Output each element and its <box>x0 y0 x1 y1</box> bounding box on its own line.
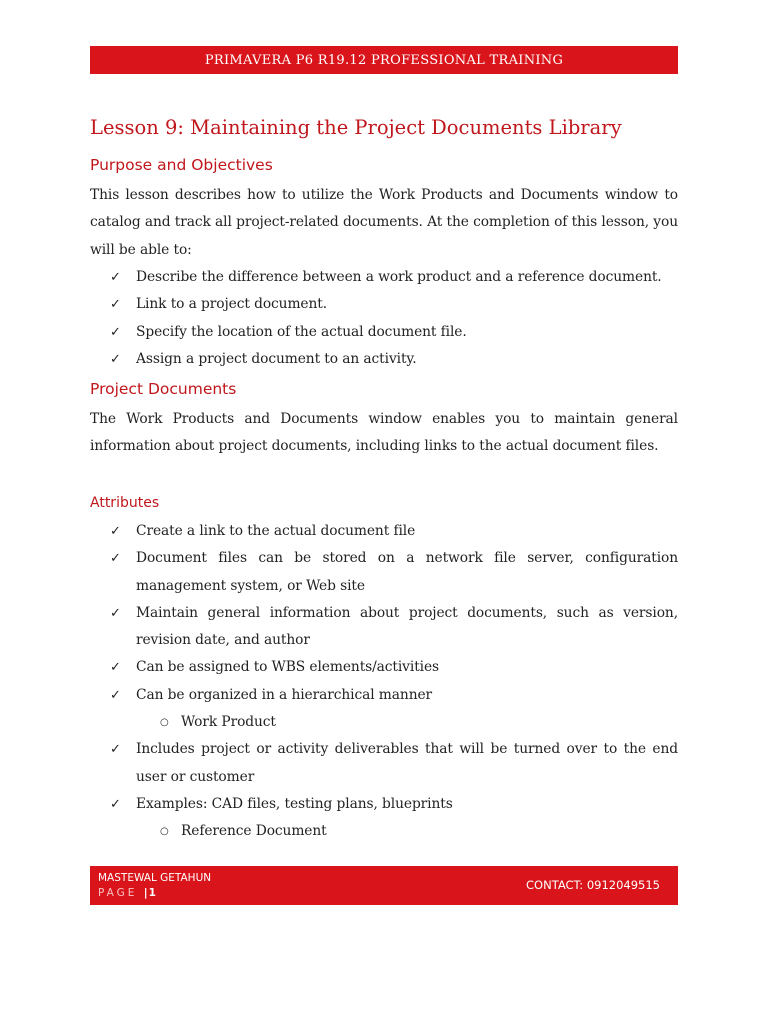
check-mark-icon: ✓ <box>110 742 121 758</box>
list-item: ✓ Describe the difference between a work product and a reference document. <box>90 264 678 291</box>
footer-contact: CONTACT: 0912049515 <box>526 878 660 892</box>
check-mark-icon: ✓ <box>110 524 121 539</box>
page-number: 1 <box>148 887 157 899</box>
check-mark-icon: ✓ <box>110 605 121 621</box>
circle-bullet-icon: ○ <box>160 717 169 729</box>
page-separator: | <box>143 887 149 899</box>
check-mark-icon: ✓ <box>110 551 121 567</box>
list-item: ○ Work Product <box>90 709 678 736</box>
project-documents-heading: Project Documents <box>90 380 237 398</box>
list-item: ✓ Can be organized in a hierarchical manner <box>90 682 678 709</box>
footer-page-number <box>98 887 157 899</box>
check-mark-icon: ✓ <box>110 324 121 340</box>
attributes-list <box>90 518 678 846</box>
list-item: ✓ Specify the location of the actual document file. <box>90 319 678 346</box>
list-item: ✓ Can be assigned to WBS elements/activities <box>90 654 678 681</box>
objectives-list <box>90 264 678 373</box>
list-item: ✓ Maintain general information about project documents, such as version, revision date, and author <box>90 600 678 655</box>
header-bar <box>90 46 678 74</box>
check-mark-icon: ✓ <box>110 270 121 285</box>
list-item: ○ Reference Document <box>90 818 678 845</box>
page-label: PAGE <box>98 887 138 899</box>
footer-bar <box>90 866 678 905</box>
footer-author: MASTEWAL GETAHUN <box>98 872 212 884</box>
circle-bullet-icon: ○ <box>160 826 169 838</box>
check-mark-icon: ✓ <box>110 660 121 676</box>
list-item: ✓ Assign a project document to an activity. <box>90 346 678 373</box>
list-item: ✓ Create a link to the actual document file <box>90 518 678 545</box>
list-item: ✓ Examples: CAD files, testing plans, blueprints <box>90 791 678 818</box>
lesson-title: Lesson 9: Maintaining the Project Documents Library <box>90 116 622 139</box>
check-mark-icon: ✓ <box>110 796 121 812</box>
list-item: ✓ Includes project or activity deliverables that will be turned over to the end user or customer <box>90 736 678 791</box>
list-item: ✓ Link to a project document. <box>90 291 678 318</box>
header-title: PRIMAVERA P6 R19.12 PROFESSIONAL TRAINING <box>204 52 564 68</box>
attributes-heading: Attributes <box>90 495 160 511</box>
check-mark-icon: ✓ <box>110 297 121 313</box>
purpose-heading: Purpose and Objectives <box>90 156 273 174</box>
check-mark-icon: ✓ <box>110 687 121 703</box>
list-item: ✓ Document files can be stored on a network file server, configuration management system, or Web site <box>90 545 678 600</box>
project-documents-intro: The Work Products and Documents window enables you to maintain general information about project documents, including links to the actual document files. <box>90 411 678 455</box>
check-mark-icon: ✓ <box>110 351 121 367</box>
purpose-intro: This lesson describes how to utilize the Work Products and Documents window to catalog and track all project-related documents. At the completion of this lesson, you will be able to: <box>90 187 678 258</box>
